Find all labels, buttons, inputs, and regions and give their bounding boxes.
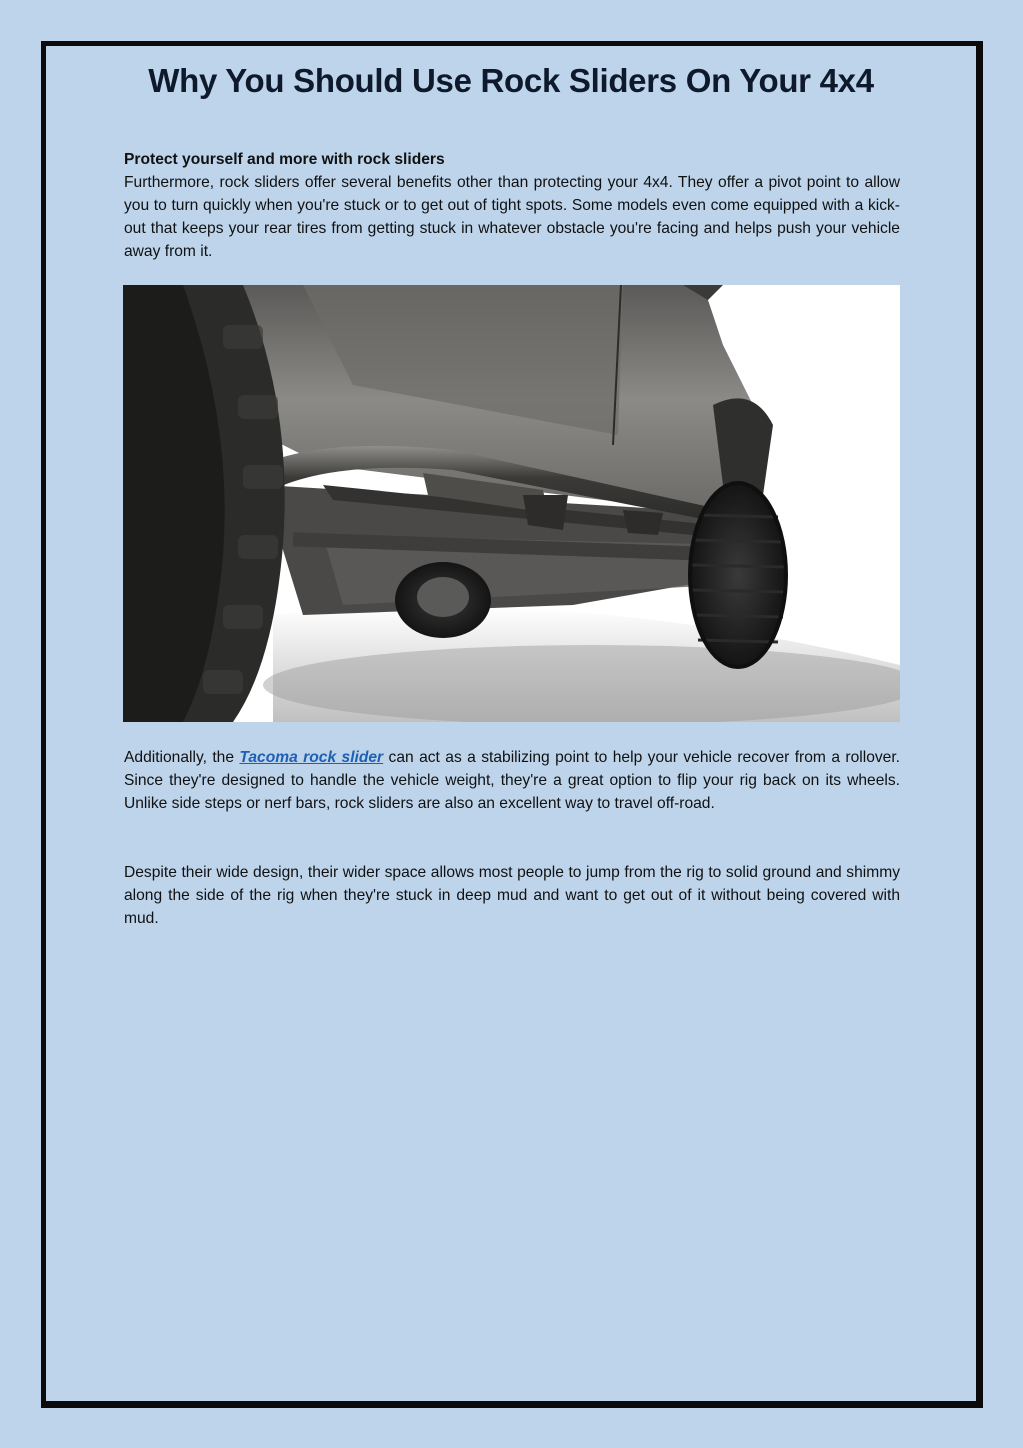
rock-slider-photo [123, 285, 900, 722]
paragraph-rollover [124, 746, 900, 815]
paragraph-rollover-lead: Additionally, the [124, 749, 240, 766]
page-title: Why You Should Use Rock Sliders On Your 4x4 [148, 62, 874, 99]
paragraph-benefits: Furthermore, rock sliders offer several benefits other than protecting your 4x4. They offer a pivot point to allow you to turn quickly when you're stuck or to get out of tight spots. Some models even come equipped with a kick-out that keeps your rear tires from getting stuck in whatever obstacle you're facing and helps push your vehicle away from it. [124, 174, 900, 260]
paragraph-mud: Despite their wide design, their wider space allows most people to jump from the rig to solid ground and shimmy along the side of the rig when they're stuck in deep mud and want to get out of it without being covered with mud. [124, 864, 900, 927]
tacoma-rock-slider-link[interactable]: Tacoma rock slider [239, 749, 384, 766]
section-subheading: Protect yourself and more with rock sliders [124, 151, 445, 168]
paragraph-rollover-rest: can act as a stabilizing point to help your vehicle recover from a rollover. Since they're designed to handle the vehicle weight, they're a great option to flip your rig back on its wheels. Unlike side steps or nerf bars, rock sliders are also an excellent way to travel off-road. [124, 749, 900, 812]
